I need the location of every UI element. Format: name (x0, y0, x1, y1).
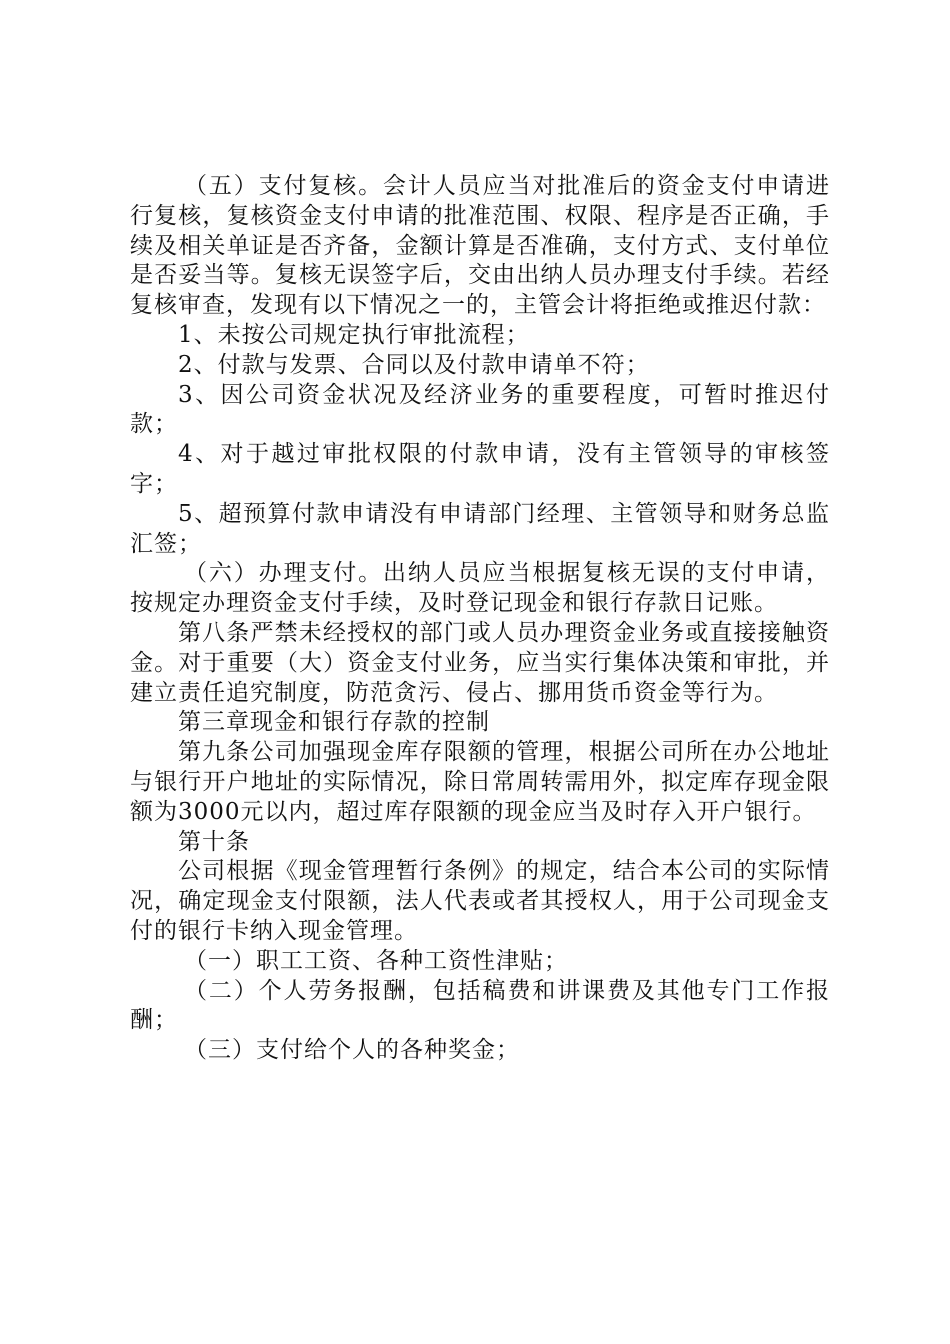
article-10-heading: 第十条 (178, 828, 250, 855)
list-item-5: 5、超预算付款申请没有申请部门经理、主管领导和财务总监汇签； (130, 500, 830, 557)
paragraph-payment-review: （五）支付复核。会计人员应当对批准后的资金支付申请进行复核，复核资金支付申请的批准范围、权限、程序是否正确，手续及相关单证是否齐备，金额计算是否准确，支付方式、支付单位是否妥当等。复核无误签字后，交由出纳人员办理支付手续。若经复核审查，发现有以下情况之一的，主管会计将拒绝或推迟付款： (130, 173, 830, 319)
paragraph-article-10-body: 公司根据《现金管理暂行条例》的规定，结合本公司的实际情况，确定现金支付限额，法人代表或者其授权人，用于公司现金支付的银行卡纳入现金管理。 (130, 858, 830, 944)
list-item-1: 1、未按公司规定执行审批流程； (178, 321, 530, 348)
paragraph-process-payment: （六）办理支付。出纳人员应当根据复核无误的支付申请，按规定办理资金支付手续，及时登记现金和银行存款日记账。 (130, 560, 830, 617)
chapter-heading-3: 第三章现金和银行存款的控制 (178, 709, 490, 736)
list-item-bonuses: （三）支付给个人的各种奖金； (184, 1037, 520, 1064)
list-item-wages: （一）职工工资、各种工资性津贴； (184, 947, 568, 974)
list-item-labor-remuneration: （二）个人劳务报酬，包括稿费和讲课费及其他专门工作报酬； (130, 977, 830, 1034)
paragraph-article-9: 第九条公司加强现金库存限额的管理，根据公司所在办公地址与银行开户地址的实际情况，除日常周转需用外，拟定库存现金限额为3000元以内，超过库存限额的现金应当及时存入开户银行。 (130, 739, 830, 825)
list-item-3: 3、因公司资金状况及经济业务的重要程度，可暂时推迟付款； (130, 381, 830, 438)
document-body (130, 172, 830, 1066)
paragraph-article-8: 第八条严禁未经授权的部门或人员办理资金业务或直接接触资金。对于重要（大）资金支付业务，应当实行集体决策和审批，并建立责任追究制度，防范贪污、侵占、挪用货币资金等行为。 (130, 619, 830, 706)
list-item-4: 4、对于越过审批权限的付款申请，没有主管领导的审核签字； (130, 441, 830, 497)
list-item-2: 2、付款与发票、合同以及付款申请单不符； (178, 351, 650, 378)
